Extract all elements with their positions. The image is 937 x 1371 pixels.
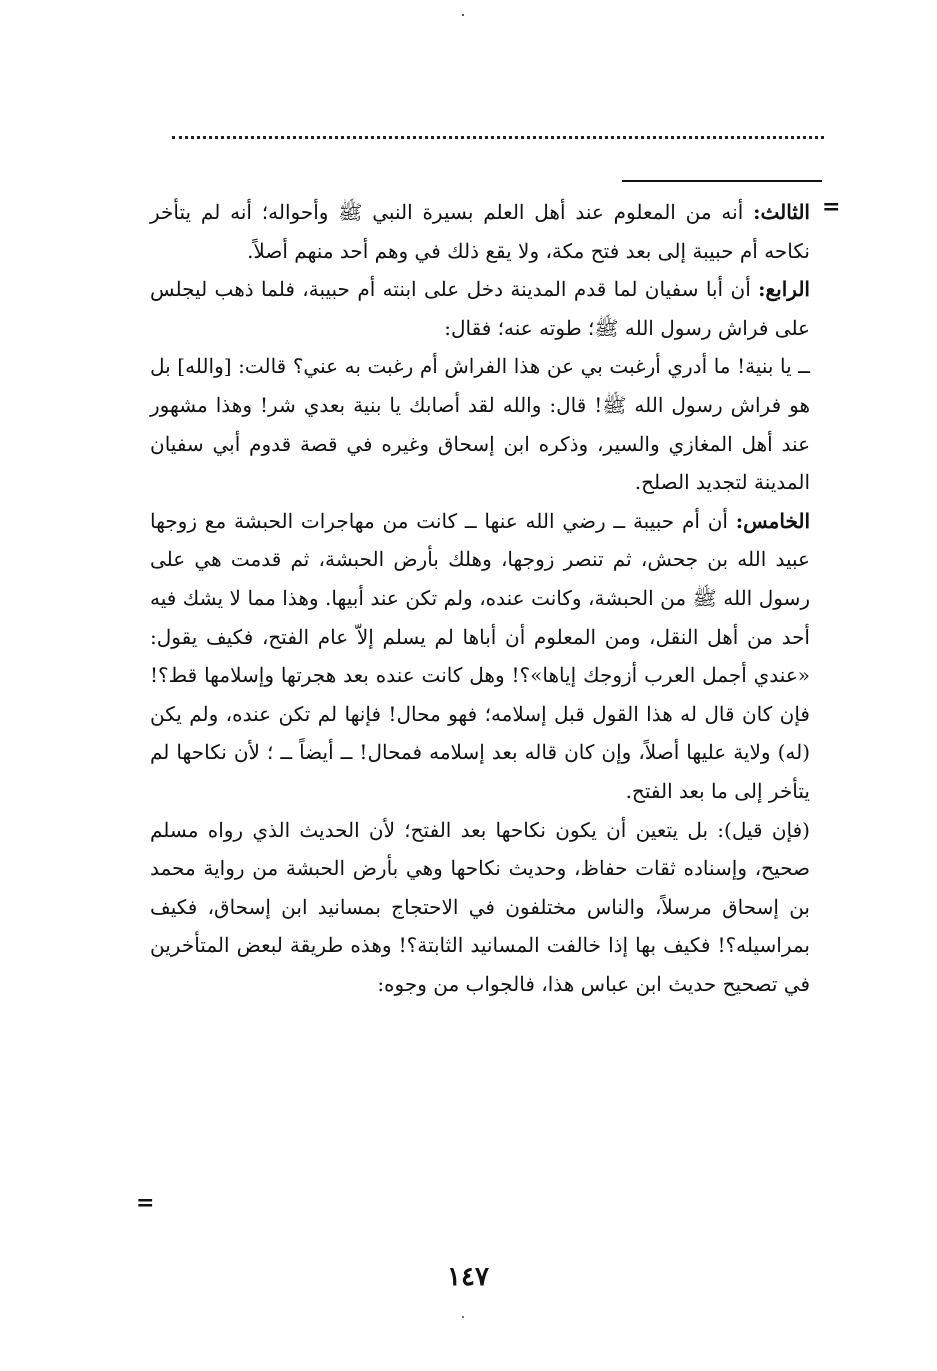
- paragraph-lead: الرابع:: [758, 277, 810, 302]
- top-speck: [462, 14, 464, 16]
- paragraph-third: [150, 193, 810, 270]
- bottom-speck: [462, 1316, 464, 1318]
- continuation-mark-end: =: [136, 1190, 155, 1216]
- paragraph-text: ــ يا بنية! ما أدري أرغبت بي عن هذا الفراش أم رغبت به عني؟ قالت: [والله] بل هو فراش رسول الله ﷺ! قال: والله لقد أصابك يا بنية بعدي شر! وهذا مشهور عند أهل المغازي والسير، وذكره ابن إسحاق وغيره في قصة قدوم أبي سفيان المدينة لتجديد الصلح.: [150, 354, 810, 495]
- paragraph-fourth: [150, 270, 810, 347]
- paragraph-fifth: [150, 502, 810, 811]
- paragraph-dialogue: [150, 347, 810, 501]
- page-number: ١٤٧: [447, 1262, 489, 1292]
- paragraph-text: أن أم حبيبة ــ رضي الله عنها ــ كانت من مهاجرات الحبشة مع زوجها عبيد الله بن جحش، ثم تنصر زوجها، وهلك بأرض الحبشة، ثم قدمت هي على رسول الله ﷺ من الحبشة، وكانت عنده، ولم تكن عند أبيها. وهذا مما لا يشك فيه أحد من أهل النقل، ومن المعلوم أن أباها لم يسلم إلاّ عام الفتح، فكيف يقول: «عندي أجمل العرب أزوجك إياها»؟! وهل كانت عنده بعد هجرتها وإسلامها قط؟! فإن كان قال له هذا القول قبل إسلامه؛ فهو محال! فإنها لم تكن عنده، ولم يكن (له) ولاية عليها أصلاً، وإن كان قاله بعد إسلامه فمحال! ــ أيضاً ــ ؛ لأن نكاحها لم يتأخر إلى ما بعد الفتح.: [150, 508, 810, 803]
- paragraph-text: أن أبا سفيان لما قدم المدينة دخل على ابنته أم حبيبة، فلما ذهب ليجلس على فراش رسول الله ﷺ؛ طوته عنه؛ فقال:: [150, 277, 810, 340]
- footnote-rule: [622, 180, 822, 182]
- paragraph-objection: [150, 811, 810, 1004]
- paragraph-text: أنه من المعلوم عند أهل العلم بسيرة النبي ﷺ وأحواله؛ أنه لم يتأخر نكاحه أم حبيبة إلى بعد فتح مكة، ولا يقع ذلك في وهم أحد منهم أصلاً.: [150, 200, 810, 263]
- dotted-separator: [172, 136, 824, 139]
- paragraph-lead: الثالث:: [753, 200, 810, 224]
- continuation-mark-start: =: [822, 194, 841, 220]
- paragraph-lead: الخامس:: [735, 508, 810, 533]
- paragraph-text: (فإن قيل): بل يتعين أن يكون نكاحها بعد الفتح؛ لأن الحديث الذي رواه مسلم صحيح، وإسناده ثقات حفاظ، وحديث نكاحها وهي بأرض الحبشة من رواية محمد بن إسحاق مرسلاً، والناس مختلفون في الاحتجاج بمسانيد ابن إسحاق، فكيف بمراسيله؟! فكيف بها إذا خالفت المسانيد الثابتة؟! وهذه طريقة لبعض المتأخرين في تصحيح حديث ابن عباس هذا، فالجواب من وجوه:: [150, 817, 810, 996]
- footnote-body: [150, 193, 810, 1003]
